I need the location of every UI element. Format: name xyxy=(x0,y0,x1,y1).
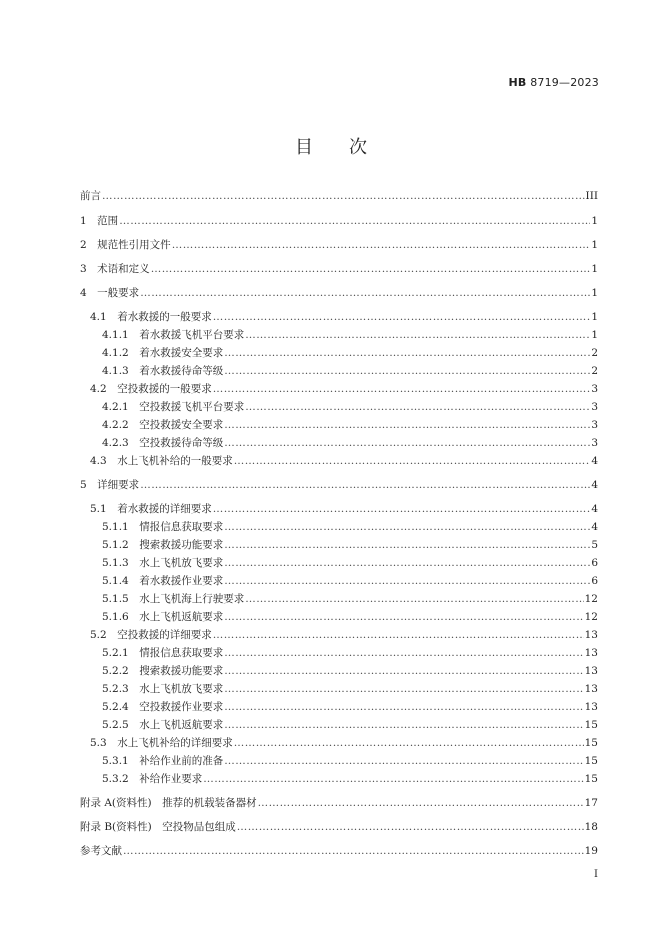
toc-entry-page: 1 xyxy=(591,311,598,323)
toc-entry[interactable] xyxy=(90,735,598,751)
toc-entry[interactable] xyxy=(80,819,598,835)
toc-entry[interactable] xyxy=(102,645,598,661)
toc-entry[interactable] xyxy=(102,591,598,607)
toc-entry-page: 2 xyxy=(591,365,598,377)
toc-entry[interactable] xyxy=(102,519,598,535)
toc-entry-page: III xyxy=(585,190,598,202)
toc-entry-label: 4.1 着水救援的一般要求 xyxy=(90,311,212,323)
toc-entry-page: 1 xyxy=(591,239,598,251)
toc-leader-dots xyxy=(224,645,583,661)
toc-entry-label: 前言 xyxy=(80,190,101,202)
toc-leader-dots xyxy=(224,699,583,715)
page-number: I xyxy=(594,869,598,880)
toc-entry-label: 5.2.4 空投救援作业要求 xyxy=(102,701,224,713)
toc-leader-dots xyxy=(224,555,590,571)
toc-entry[interactable] xyxy=(90,309,598,325)
toc-entry[interactable] xyxy=(102,327,598,343)
toc-entry-label: 5.3.2 补给作业要求 xyxy=(102,773,203,785)
toc-entry-label: 4.1.1 着水救援飞机平台要求 xyxy=(102,329,245,341)
toc-entry-label: 5.3 水上飞机补给的详细要求 xyxy=(90,737,233,749)
toc-leader-dots xyxy=(213,501,591,517)
toc-entry-page: 13 xyxy=(584,647,598,659)
toc-entry-label: 5.2 空投救援的详细要求 xyxy=(90,629,212,641)
toc-leader-dots xyxy=(224,573,590,589)
toc-entry[interactable] xyxy=(80,477,598,493)
toc-entry[interactable] xyxy=(102,345,598,361)
standard-number: 8719—2023 xyxy=(526,76,599,89)
toc-entry-label: 附录 A(资料性) 推荐的机载装备器材 xyxy=(80,797,257,809)
toc-entry[interactable] xyxy=(90,627,598,643)
toc-leader-dots xyxy=(258,795,584,811)
toc-leader-dots xyxy=(102,188,585,204)
toc-entry-label: 5.2.5 水上飞机返航要求 xyxy=(102,719,224,731)
toc-entry-label: 5.1.6 水上飞机返航要求 xyxy=(102,611,224,623)
toc-entry-page: 17 xyxy=(584,797,598,809)
toc-entry-page: 4 xyxy=(591,455,598,467)
toc-entry-page: 15 xyxy=(584,719,598,731)
toc-entry-page: 4 xyxy=(591,521,598,533)
toc-entry-page: 13 xyxy=(584,629,598,641)
toc-entry[interactable] xyxy=(80,188,598,204)
toc-entry-label: 5.1.4 着水救援作业要求 xyxy=(102,575,224,587)
toc-leader-dots xyxy=(234,735,584,751)
toc-entry-page: 3 xyxy=(591,419,598,431)
toc-entry-label: 5.3.1 补给作业前的准备 xyxy=(102,755,224,767)
toc-entry-page: 6 xyxy=(591,557,598,569)
toc-entry[interactable] xyxy=(102,609,598,625)
toc-entry-label: 4.2.3 空投救援待命等级 xyxy=(102,437,224,449)
toc-entry-page: 3 xyxy=(591,437,598,449)
toc-entry-page: 1 xyxy=(591,263,598,275)
toc-entry-page: 19 xyxy=(584,845,598,857)
toc-entry[interactable] xyxy=(80,843,598,859)
toc-leader-dots xyxy=(224,681,583,697)
toc-entry-page: 3 xyxy=(591,383,598,395)
toc-entry-page: 1 xyxy=(591,287,598,299)
toc-entry[interactable] xyxy=(102,699,598,715)
toc-entry-page: 12 xyxy=(584,593,598,605)
toc-entry[interactable] xyxy=(90,381,598,397)
toc-entry[interactable] xyxy=(90,501,598,517)
toc-leader-dots xyxy=(245,591,583,607)
toc-leader-dots xyxy=(224,519,590,535)
toc-entry-label: 5.1.2 搜索救援功能要求 xyxy=(102,539,224,551)
toc-entry-page: 15 xyxy=(584,737,598,749)
toc-entry[interactable] xyxy=(102,363,598,379)
toc-leader-dots xyxy=(151,261,591,277)
toc-entry-label: 5.2.1 情报信息获取要求 xyxy=(102,647,224,659)
toc-leader-dots xyxy=(224,537,590,553)
toc-leader-dots xyxy=(234,453,591,469)
toc-entry-label: 4.1.3 着水救援待命等级 xyxy=(102,365,224,377)
toc-entry-page: 13 xyxy=(584,683,598,695)
toc-leader-dots xyxy=(224,753,583,769)
toc-entry[interactable] xyxy=(102,417,598,433)
toc-entry-label: 5.1 着水救援的详细要求 xyxy=(90,503,212,515)
toc-entry-page: 12 xyxy=(584,611,598,623)
toc-leader-dots xyxy=(224,363,590,379)
toc-entry-page: 6 xyxy=(591,575,598,587)
toc-entry[interactable] xyxy=(102,753,598,769)
toc-entry-page: 2 xyxy=(591,347,598,359)
toc-leader-dots xyxy=(213,627,584,643)
toc-entry[interactable] xyxy=(80,237,598,253)
toc-entry-page: 4 xyxy=(591,503,598,515)
toc-entry-label: 2 规范性引用文件 xyxy=(80,239,171,251)
toc-leader-dots xyxy=(123,843,584,859)
toc-entry-label: 5 详细要求 xyxy=(80,479,140,491)
toc-leader-dots xyxy=(245,327,590,343)
toc-leader-dots xyxy=(213,309,591,325)
toc-entry-label: 3 术语和定义 xyxy=(80,263,150,275)
toc-entry[interactable] xyxy=(80,213,598,229)
toc-entry-label: 4 一般要求 xyxy=(80,287,140,299)
toc-leader-dots xyxy=(224,345,590,361)
toc-entry[interactable] xyxy=(102,435,598,451)
toc-entry[interactable] xyxy=(102,573,598,589)
toc-entry-page: 13 xyxy=(584,665,598,677)
toc-entry-label: 5.1.5 水上飞机海上行驶要求 xyxy=(102,593,245,605)
toc-leader-dots xyxy=(224,609,583,625)
toc-entry-page: 15 xyxy=(584,773,598,785)
toc-leader-dots xyxy=(172,237,591,253)
toc-entry[interactable] xyxy=(102,663,598,679)
toc-entry[interactable] xyxy=(80,795,598,811)
toc-entry-page: 15 xyxy=(584,755,598,767)
toc-leader-dots xyxy=(203,771,583,787)
toc-entry-page: 3 xyxy=(591,401,598,413)
toc-leader-dots xyxy=(140,477,590,493)
toc-entry[interactable] xyxy=(102,555,598,571)
toc-entry-page: 5 xyxy=(591,539,598,551)
standard-prefix: HB xyxy=(508,76,527,89)
toc-entry-page: 1 xyxy=(591,215,598,227)
toc-leader-dots xyxy=(245,399,590,415)
toc-entry[interactable] xyxy=(90,453,598,469)
toc-leader-dots xyxy=(224,417,590,433)
toc-entry-label: 1 范围 xyxy=(80,215,119,227)
toc-entry-page: 13 xyxy=(584,701,598,713)
toc-entry[interactable] xyxy=(102,399,598,415)
toc-entry-label: 5.2.3 水上飞机放飞要求 xyxy=(102,683,224,695)
toc-entry[interactable] xyxy=(102,717,598,733)
toc-leader-dots xyxy=(224,435,590,451)
toc-leader-dots xyxy=(119,213,590,229)
toc-entry[interactable] xyxy=(102,771,598,787)
toc-entry[interactable] xyxy=(102,537,598,553)
toc-entry[interactable] xyxy=(80,285,598,301)
toc-entry-page: 1 xyxy=(591,329,598,341)
toc-entry-label: 4.1.2 着水救援安全要求 xyxy=(102,347,224,359)
toc-leader-dots xyxy=(237,819,584,835)
standard-code xyxy=(509,76,600,89)
toc-entry-label: 4.2.2 空投救援安全要求 xyxy=(102,419,224,431)
page-title: 目次 xyxy=(295,137,403,158)
toc-entry-label: 4.2 空投救援的一般要求 xyxy=(90,383,212,395)
toc-entry-label: 5.2.2 搜索救援功能要求 xyxy=(102,665,224,677)
toc-entry[interactable] xyxy=(102,681,598,697)
toc-leader-dots xyxy=(213,381,591,397)
toc-entry-label: 5.1.3 水上飞机放飞要求 xyxy=(102,557,224,569)
toc-entry-label: 附录 B(资料性) 空投物品包组成 xyxy=(80,821,236,833)
toc-entry-label: 4.2.1 空投救援飞机平台要求 xyxy=(102,401,245,413)
toc-entry-page: 18 xyxy=(584,821,598,833)
toc-entry-page: 4 xyxy=(591,479,598,491)
toc-leader-dots xyxy=(224,717,583,733)
toc-leader-dots xyxy=(140,285,590,301)
toc-entry[interactable] xyxy=(80,261,598,277)
toc-entry-label: 4.3 水上飞机补给的一般要求 xyxy=(90,455,233,467)
toc-entry-label: 5.1.1 情报信息获取要求 xyxy=(102,521,224,533)
toc-leader-dots xyxy=(224,663,583,679)
toc-entry-label: 参考文献 xyxy=(80,845,122,857)
